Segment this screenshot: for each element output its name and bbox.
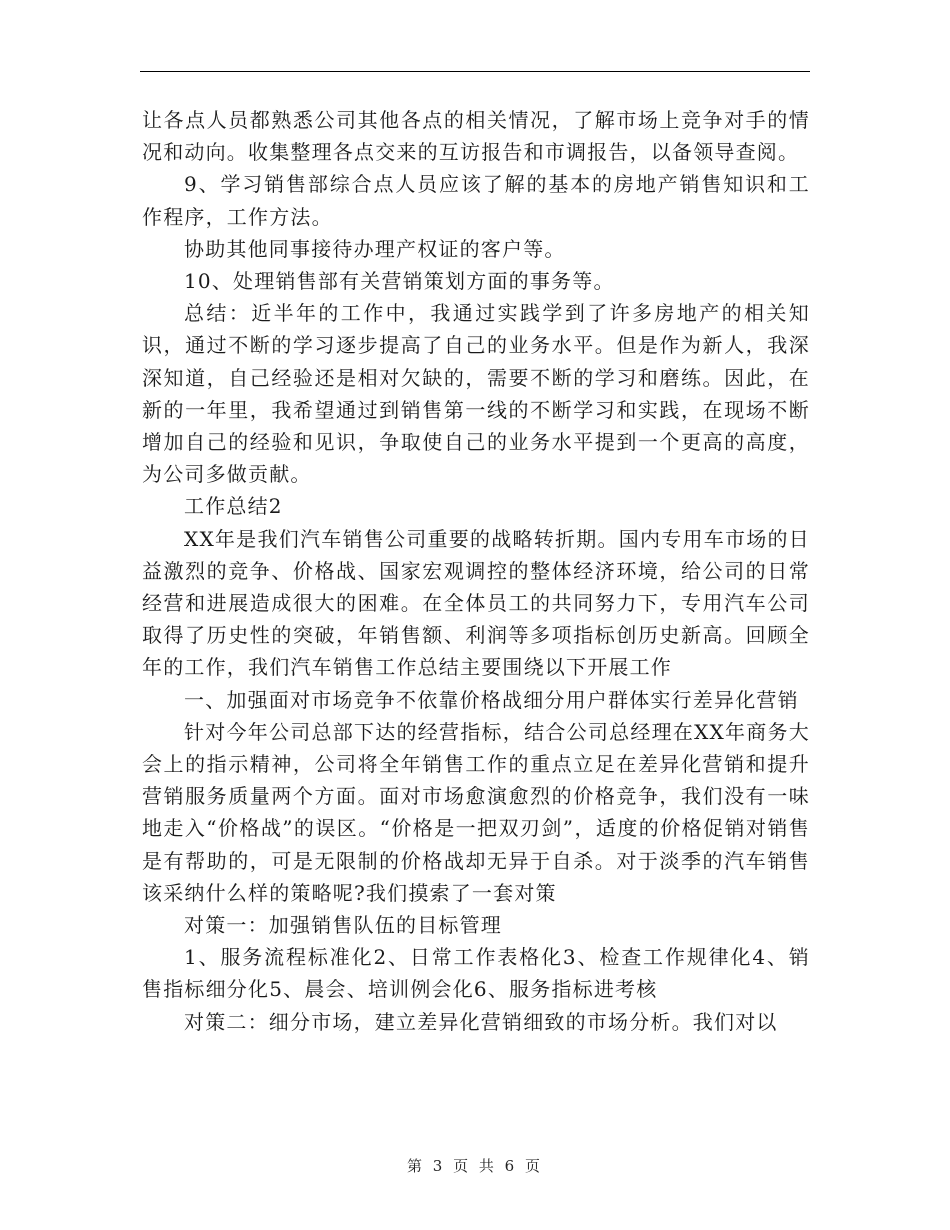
paragraph: 协助其他同事接待办理产权证的客户等。 xyxy=(184,236,566,261)
section-heading: 一、加强面对市场竞争不依靠价格战细分用户群体实行差异化营销 xyxy=(184,687,799,712)
paragraph: XX年是我们汽车销售公司重要的战略转折期。国内专用车市场的日益激烈的竞争、价格战、国家宏观调控的整体经济环境，给公司的日常经营和进展造成很大的困难。在全体员工的共同努力下，专用汽车公司取得了历史性的突破，年销售额、利润等多项指标创历史新高。回顾全年的工作，我们汽车销售工作总结主要围绕以下开展工作 xyxy=(142,526,810,680)
paragraph: 对策二：细分市场，建立差异化营销细致的市场分析。我们对以 xyxy=(184,1009,778,1034)
section-heading: 工作总结2 xyxy=(184,494,283,519)
document-body xyxy=(142,104,810,1038)
paragraph: 针对今年公司总部下达的经营指标，结合公司总经理在XX年商务大会上的指示精神，公司将全年销售工作的重点立足在差异化营销和提升营销服务质量两个方面。面对市场愈演愈烈的价格竞争，我们没有一味地走入“价格战”的误区。“价格是一把双刃剑”，适度的价格促销对销售是有帮助的，可是无限制的价格战却无异于自杀。对于淡季的汽车销售该采纳什么样的策略呢?我们摸索了一套对策 xyxy=(142,719,810,905)
paragraph: 9、学习销售部综合点人员应该了解的基本的房地产销售知识和工作程序，工作方法。 xyxy=(142,172,810,229)
paragraph: 10、处理销售部有关营销策划方面的事务等。 xyxy=(184,269,615,294)
page-footer: 第 3 页 共 6 页 xyxy=(407,1157,543,1175)
section-heading: 对策一：加强销售队伍的目标管理 xyxy=(184,913,502,938)
header-rule xyxy=(140,71,810,72)
paragraph: 1、服务流程标准化2、日常工作表格化3、检查工作规律化4、销售指标细分化5、晨会、培训例会化6、服务指标进考核 xyxy=(142,945,810,1002)
paragraph: 让各点人员都熟悉公司其他各点的相关情况，了解市场上竞争对手的情况和动向。收集整理各点交来的互访报告和市调报告，以备领导查阅。 xyxy=(142,108,810,165)
paragraph: 总结：近半年的工作中，我通过实践学到了许多房地产的相关知识，通过不断的学习逐步提高了自己的业务水平。但是作为新人，我深深知道，自己经验还是相对欠缺的，需要不断的学习和磨练。因此，在新的一年里，我希望通过到销售第一线的不断学习和实践，在现场不断增加自己的经验和见识，争取使自己的业务水平提到一个更高的高度，为公司多做贡献。 xyxy=(142,301,810,487)
